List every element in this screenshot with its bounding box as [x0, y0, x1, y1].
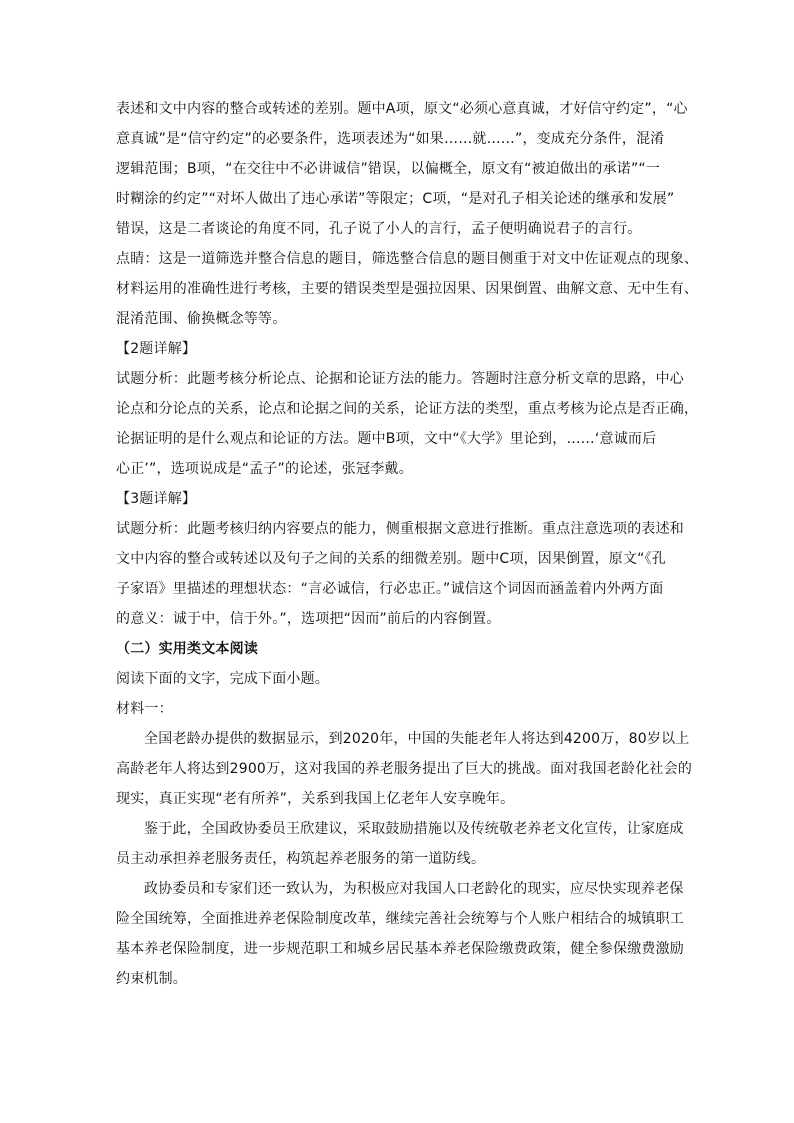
- text-line: 的意义：诚于中，信于外。”，选项把“因而”前后的内容倒置。: [116, 611, 501, 627]
- text-line: 论据证明的是什么观点和论证的方法。题中B项，文中“《大学》里论到，……‘意诚而后: [116, 431, 657, 447]
- text-line: 材料运用的准确性进行考核，主要的错误类型是强拉因果、因果倒置、曲解文意、无中生有、: [116, 281, 699, 297]
- material-label: 材料一：: [116, 701, 173, 717]
- text-line: 高龄老年人将达到2900万，这对我国的养老服务提出了巨大的挑战。面对我国老龄化社会的: [116, 761, 693, 777]
- text-line: 论点和分论点的关系，论点和论据之间的关系，论证方法的类型，重点考核为论点是否正确，: [116, 401, 699, 417]
- text-line: 鉴于此，全国政协委员王欣建议，采取鼓励措施以及传统敬老养老文化宣传，让家庭成: [144, 821, 684, 837]
- text-line: 子家语》里描述的理想状态：“言必诚信，行必忠正。”诚信这个词因而涵盖着内外两方面: [116, 581, 664, 597]
- text-line: 时糊涂的约定”“对坏人做出了违心承诺”等限定；C项，“是对孔子相关论述的继承和发展”: [116, 191, 675, 207]
- dianjing-line: 点睛：这是一道筛选并整合信息的题目，筛选整合信息的题目侧重于对文中佐证观点的现象、: [116, 251, 699, 267]
- text-line: 现实，真正实现“老有所养”，关系到我国上亿老年人安享晚年。: [116, 791, 515, 807]
- text-line: 错误，这是二者谈论的角度不同，孔子说了小人的言行，孟子便明确说君子的言行。: [116, 221, 642, 237]
- text-line: 员主动承担养老服务责任，构筑起养老服务的第一道防线。: [116, 851, 486, 867]
- text-line: 试题分析：此题考核归纳内容要点的能力，侧重根据文意进行推断。重点注意选项的表述和: [116, 521, 684, 537]
- text-line: 表述和文中内容的整合或转述的差别。题中A项，原文“必须心意真诚，才好信守约定”，“心: [116, 101, 688, 117]
- text-line: 险全国统筹，全面推进养老保险制度改革，继续完善社会统筹与个人账户相结合的城镇职工: [116, 911, 684, 927]
- section-heading-q3: 【3题详解】: [116, 491, 197, 507]
- text-line: 意真诚”是“信守约定”的必要条件，选项表述为“如果……就……”，变成充分条件，混淆: [116, 131, 665, 147]
- text-line: 文中内容的整合或转述以及句子之间的关系的细微差别。题中C项，因果倒置，原文“《孔: [116, 551, 667, 567]
- text-line: 心正’”，选项说成是“孟子”的论述，张冠李戴。: [116, 461, 413, 477]
- text-line: 基本养老保险制度，进一步规范职工和城乡居民基本养老保险缴费政策，健全参保缴费激励: [116, 941, 684, 957]
- text-line: 试题分析：此题考核分析论点、论据和论证方法的能力。答题时注意分析文章的思路，中心: [116, 371, 684, 387]
- text-line: 逻辑范围；B项，“在交往中不必讲诚信”错误，以偏概全，原文有“被迫做出的承诺”“一: [116, 161, 661, 177]
- text-line: 混淆范围、偷换概念等等。: [116, 311, 287, 327]
- section-heading-q2: 【2题详解】: [116, 341, 197, 357]
- document-body: [116, 94, 699, 994]
- instruction-line: 阅读下面的文字，完成下面小题。: [116, 671, 329, 687]
- text-line: 全国老龄办提供的数据显示，到2020年，中国的失能老年人将达到4200万，80岁以上: [144, 731, 690, 747]
- text-line: 约束机制。: [116, 971, 187, 987]
- section-heading-practical-reading: （二）实用类文本阅读: [116, 641, 258, 657]
- text-line: 政协委员和专家们还一致认为，为积极应对我国人口老龄化的现实，应尽快实现养老保: [144, 881, 684, 897]
